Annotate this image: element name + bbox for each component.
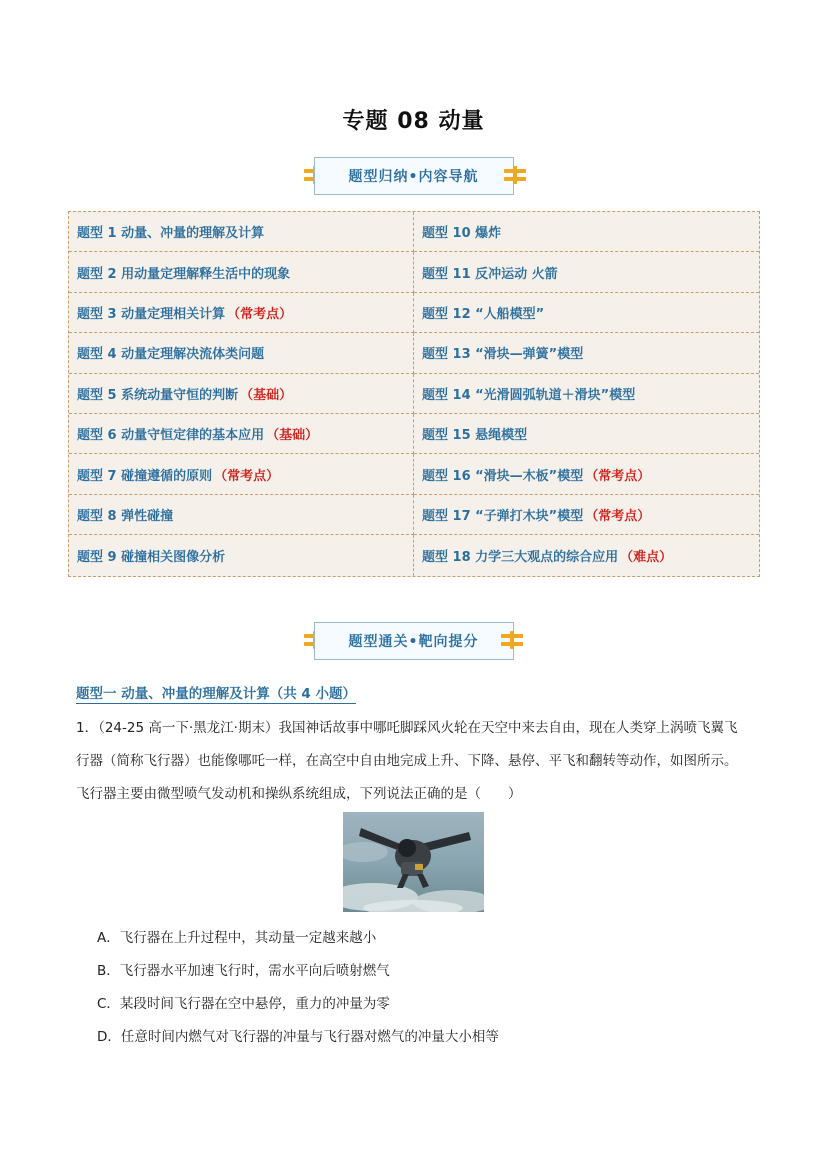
practice-banner — [0, 622, 827, 662]
nav-item-right-1[interactable] — [414, 212, 759, 252]
nav-item-label: 题型 2 用动量定理解释生活中的现象 — [77, 266, 291, 282]
nav-item-label: 题型 10 爆炸 — [422, 226, 502, 242]
nav-item-label: 题型 9 碰撞相关图像分析 — [77, 549, 226, 565]
nav-item-label: 题型 6 动量守恒定律的基本应用 — [77, 428, 265, 444]
nav-item-tag: （难点） — [620, 549, 673, 565]
nav-item-label: 题型 17 “子弹打木块”模型 — [422, 508, 584, 524]
section-heading: 题型一 动量、冲量的理解及计算（共 4 小题） — [76, 682, 356, 704]
nav-banner — [0, 157, 827, 197]
nav-item-right-5[interactable] — [414, 374, 759, 414]
practice-banner-label: 题型通关•靶向提分 — [314, 622, 514, 660]
nav-item-tag: （基础） — [266, 428, 319, 444]
nav-item-label: 题型 8 弹性碰撞 — [77, 508, 174, 524]
topic-navigation-table — [68, 211, 760, 577]
nav-item-tag: （常考点） — [585, 468, 651, 484]
nav-item-left-7[interactable] — [69, 454, 414, 494]
nav-item-label: 题型 7 碰撞遵循的原则 — [77, 468, 213, 484]
nav-item-right-3[interactable] — [414, 293, 759, 333]
page-title: 专题 08 动量 — [342, 109, 485, 134]
nav-item-tag: （常考点） — [227, 306, 293, 322]
nav-item-left-8[interactable] — [69, 495, 414, 535]
nav-item-left-1[interactable] — [69, 212, 414, 252]
nav-item-label: 题型 11 反冲运动 火箭 — [422, 266, 558, 282]
nav-item-left-9[interactable] — [69, 535, 414, 575]
nav-item-right-9[interactable] — [414, 535, 759, 575]
nav-item-label: 题型 13 “滑块—弹簧”模型 — [422, 347, 584, 363]
nav-item-left-3[interactable] — [69, 293, 414, 333]
nav-item-left-2[interactable] — [69, 252, 414, 292]
banner-right-decoration — [504, 166, 526, 184]
nav-item-right-6[interactable] — [414, 414, 759, 454]
nav-item-label: 题型 14 “光滑圆弧轨道＋滑块”模型 — [422, 387, 636, 403]
nav-item-right-4[interactable] — [414, 333, 759, 373]
option-a: A．飞行器在上升过程中，其动量一定越来越小 — [97, 930, 377, 946]
nav-item-label: 题型 18 力学三大观点的综合应用 — [422, 549, 619, 565]
nav-item-left-4[interactable] — [69, 333, 414, 373]
option-c: C．某段时间飞行器在空中悬停，重力的冲量为零 — [97, 996, 390, 1012]
nav-item-label: 题型 12 “人船模型” — [422, 306, 545, 322]
nav-item-tag: （基础） — [240, 387, 293, 403]
nav-item-label: 题型 15 悬绳模型 — [422, 428, 528, 444]
option-b: B．飞行器水平加速飞行时，需水平向后喷射燃气 — [97, 963, 390, 979]
nav-item-right-7[interactable] — [414, 454, 759, 494]
nav-item-label: 题型 3 动量定理相关计算 — [77, 306, 226, 322]
nav-item-left-5[interactable] — [69, 374, 414, 414]
nav-item-label: 题型 4 动量定理解决流体类问题 — [77, 347, 265, 363]
nav-item-right-8[interactable] — [414, 495, 759, 535]
nav-banner-label: 题型归纳•内容导航 — [314, 157, 514, 195]
jetpack-flyer-photo — [343, 812, 484, 912]
banner-right-decoration — [501, 631, 523, 649]
option-d: D．任意时间内燃气对飞行器的冲量与飞行器对燃气的冲量大小相等 — [97, 1029, 499, 1045]
nav-item-tag: （常考点） — [585, 508, 651, 524]
nav-item-label: 题型 1 动量、冲量的理解及计算 — [77, 226, 265, 242]
nav-item-left-6[interactable] — [69, 414, 414, 454]
nav-item-label: 题型 5 系统动量守恒的判断 — [77, 387, 239, 403]
nav-item-label: 题型 16 “滑块—木板”模型 — [422, 468, 584, 484]
question-text: 1．（24-25 高一下·黑龙江·期末）我国神话故事中哪吒脚踩风火轮在天空中来去自由，现在人类穿上涡喷飞翼飞行器（简称飞行器）也能像哪吒一样，在高空中自由地完成上升、下降、悬停、平飞和翻转等动作，如图所示。飞行器主要由微型喷气发动机和操纵系统组成，下列说法正确的是（ ） — [76, 720, 738, 802]
nav-item-right-2[interactable] — [414, 252, 759, 292]
nav-item-tag: （常考点） — [214, 468, 280, 484]
